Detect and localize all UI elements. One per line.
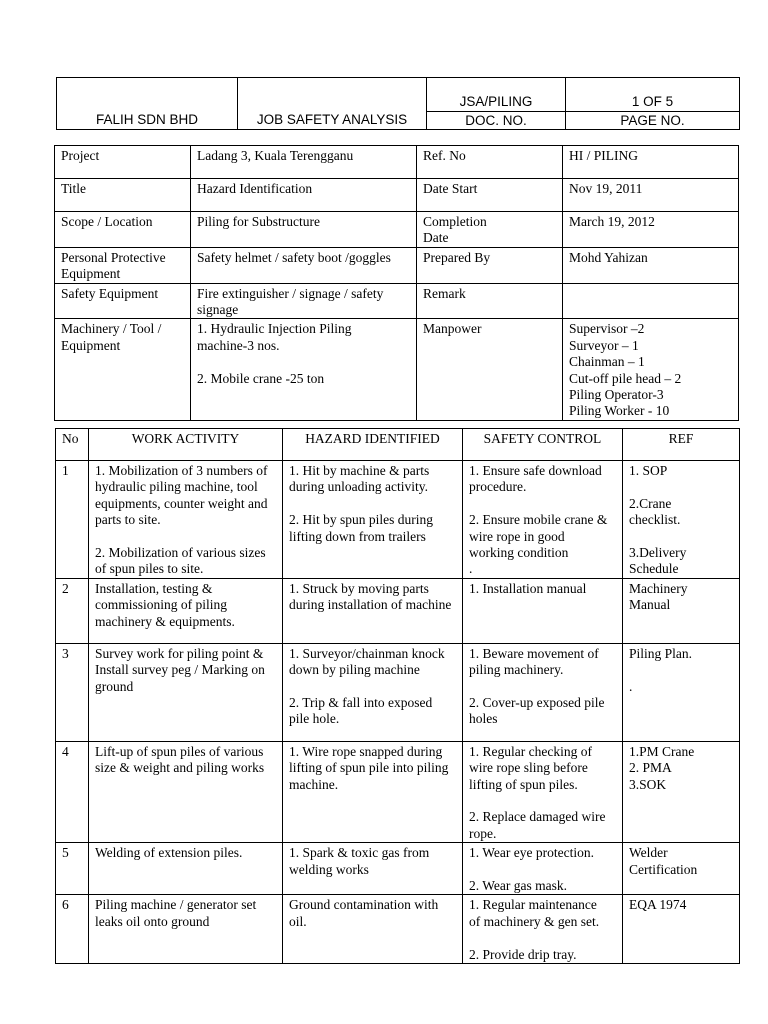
text-line: Piling Worker - 10 — [569, 403, 670, 419]
text-line: signage — [197, 302, 239, 318]
text-line: 1. Wire rope snapped during — [289, 743, 443, 759]
col-header-work-activity: WORK ACTIVITY — [89, 429, 283, 461]
scope-value — [191, 212, 417, 248]
text-line: 3.Delivery — [629, 545, 687, 560]
machinery-value — [191, 319, 417, 420]
safety-control-cell — [463, 741, 623, 842]
text-line: Hazard Identification — [197, 181, 313, 196]
col-header-ref: REF — [623, 429, 740, 461]
text-line: 1. Surveyor/chainman knock — [289, 645, 445, 661]
safety-control-cell — [463, 895, 623, 964]
title-label: Title — [55, 179, 191, 212]
text-line: wire rope in good — [469, 528, 565, 544]
text-line: . — [629, 678, 633, 694]
info-row-project — [55, 146, 739, 179]
text-line: Date Start — [423, 181, 478, 196]
text-line: piling machinery. — [469, 662, 564, 678]
text-line: Welding of extension piles. — [95, 845, 243, 861]
doc-no-label: DOC. NO. — [427, 112, 566, 130]
hazard-cell — [283, 741, 463, 842]
text-line: hydraulic piling machine, tool — [95, 479, 258, 495]
safety-control-cell — [463, 578, 623, 643]
text-line: 1.PM Crane — [629, 743, 695, 759]
text-line: 3.SOK — [629, 776, 667, 792]
text-line: Personal Protective — [61, 249, 166, 265]
hazard-cell — [283, 461, 463, 579]
text-line: Lift-up of spun piles of various — [95, 743, 264, 759]
text-line: Manual — [629, 597, 671, 613]
text-line: Cut-off pile head – 2 — [569, 370, 682, 386]
text-line: commissioning of piling — [95, 597, 228, 613]
work-activity-cell — [89, 741, 283, 842]
company-name: FALIH SDN BHD — [57, 78, 238, 130]
text-line: 1. Hit by machine & parts — [289, 463, 430, 478]
text-line: during unloading activity. — [289, 479, 428, 495]
work-activity-cell — [89, 461, 283, 579]
text-line: Survey work for piling point & — [95, 645, 264, 661]
row-number: 5 — [56, 843, 89, 895]
date-start-label — [417, 179, 563, 212]
info-row-title — [55, 179, 739, 212]
document-header-table — [56, 77, 740, 130]
project-label: Project — [55, 146, 191, 179]
text-line: lifting of spun pile into piling — [289, 760, 449, 776]
ref-cell — [623, 578, 740, 643]
text-line: lifting of spun piles. — [469, 776, 578, 792]
safety-equipment-value — [191, 283, 417, 319]
text-line: wire rope sling before — [469, 760, 588, 776]
remark-value — [563, 283, 739, 319]
hazard-cell — [283, 578, 463, 643]
ref-cell — [623, 741, 740, 842]
text-line: procedure. — [469, 479, 527, 495]
info-row-machinery — [55, 319, 739, 420]
text-line: Date — [423, 230, 449, 246]
text-line: 2. Cover-up exposed pile — [469, 695, 605, 711]
text-line: Piling Operator-3 — [569, 387, 664, 403]
text-line: working condition — [469, 545, 569, 561]
text-line: 1. Wear eye protection. — [469, 845, 594, 861]
text-line: machine-3 nos. — [197, 337, 280, 353]
text-line: Piling for Substructure — [197, 214, 320, 229]
text-line: 2. Trip & fall into exposed — [289, 695, 433, 711]
activity-table-header — [56, 429, 740, 461]
document-title: JOB SAFETY ANALYSIS — [238, 78, 427, 130]
text-line: rope. — [469, 825, 497, 841]
text-line: of spun piles to site. — [95, 561, 204, 577]
text-line: down by piling machine — [289, 662, 420, 678]
activity-row — [56, 843, 740, 895]
ppe-label — [55, 247, 191, 283]
activity-row — [56, 741, 740, 842]
ref-no-label — [417, 146, 563, 179]
text-line: 2. Replace damaged wire — [469, 809, 606, 825]
text-line: during installation of machine — [289, 597, 452, 613]
text-line: machinery & equipments. — [95, 613, 235, 629]
text-line: Equipment — [61, 266, 121, 282]
text-line: 2. Hit by spun piles during — [289, 512, 433, 528]
project-value — [191, 146, 417, 179]
text-line: machine. — [289, 776, 339, 792]
text-line: ground — [95, 678, 134, 694]
safety-control-cell — [463, 461, 623, 579]
text-line: Installation, testing & — [95, 580, 213, 596]
text-line: 1. SOP — [629, 463, 668, 478]
manpower-value — [563, 319, 739, 420]
scope-label: Scope / Location — [55, 212, 191, 248]
text-line: lifting down from trailers — [289, 528, 426, 544]
ref-cell — [623, 843, 740, 895]
text-line: 1. Ensure safe download — [469, 463, 602, 478]
prepared-by-label — [417, 247, 563, 283]
text-line: Chainman – 1 — [569, 354, 645, 370]
ref-cell — [623, 461, 740, 579]
text-line: Certification — [629, 861, 698, 877]
work-activity-cell — [89, 895, 283, 964]
activity-row — [56, 895, 740, 964]
text-line: 2.Crane — [629, 495, 672, 511]
text-line: Machinery — [629, 580, 688, 596]
text-line: Nov 19, 2011 — [569, 181, 643, 196]
col-header-hazard: HAZARD IDENTIFIED — [283, 429, 463, 461]
text-line: 2. Ensure mobile crane & — [469, 512, 608, 528]
activity-row — [56, 578, 740, 643]
text-line: equipments, counter weight and — [95, 495, 268, 511]
text-line: welding works — [289, 861, 369, 877]
text-line: 1. Regular checking of — [469, 743, 592, 759]
hazard-cell — [283, 643, 463, 741]
page-no-label: PAGE NO. — [566, 112, 740, 130]
row-number: 3 — [56, 643, 89, 741]
text-line: . — [469, 561, 473, 577]
text-line: Install survey peg / Marking on — [95, 662, 265, 678]
completion-date-value — [563, 212, 739, 248]
machinery-label — [55, 319, 191, 420]
text-line: Schedule — [629, 561, 679, 577]
doc-no-value: JSA/PILING — [427, 78, 566, 112]
info-row-ppe — [55, 247, 739, 283]
activity-row — [56, 643, 740, 741]
text-line: checklist. — [629, 512, 681, 528]
text-line: of machinery & gen set. — [469, 913, 600, 929]
prepared-by-value — [563, 247, 739, 283]
text-line: Remark — [423, 285, 466, 301]
text-line: holes — [469, 711, 498, 727]
work-activity-cell — [89, 643, 283, 741]
row-number: 4 — [56, 741, 89, 842]
col-header-no: No — [56, 429, 89, 461]
ref-no-value — [563, 146, 739, 179]
text-line: Equipment — [61, 337, 121, 353]
manpower-label — [417, 319, 563, 420]
row-number: 6 — [56, 895, 89, 964]
text-line: oil. — [289, 913, 307, 929]
text-line: Ground contamination with — [289, 897, 439, 913]
text-line: 1. Installation manual — [469, 580, 587, 596]
text-line: 2. Mobile crane -25 ton — [197, 370, 325, 386]
text-line: Safety Equipment — [61, 285, 159, 301]
text-line: pile hole. — [289, 711, 340, 727]
ref-cell — [623, 895, 740, 964]
text-line: Manpower — [423, 321, 482, 337]
text-line: March 19, 2012 — [569, 214, 655, 229]
ref-cell — [623, 643, 740, 741]
safety-control-cell — [463, 843, 623, 895]
text-line: Supervisor –2 — [569, 321, 645, 337]
text-line: 1. Spark & toxic gas from — [289, 845, 430, 861]
text-line: size & weight and piling works — [95, 760, 265, 776]
work-activity-cell — [89, 843, 283, 895]
title-value — [191, 179, 417, 212]
info-row-safety-equipment — [55, 283, 739, 319]
work-activity-table — [55, 428, 740, 964]
text-line: Ladang 3, Kuala Terengganu — [197, 148, 354, 163]
text-line: 1. Struck by moving parts — [289, 580, 429, 596]
text-line: Ref. No — [423, 148, 466, 163]
remark-label — [417, 283, 563, 319]
text-line: 1. Beware movement of — [469, 645, 599, 661]
completion-date-label — [417, 212, 563, 248]
text-line: 1. Regular maintenance — [469, 897, 597, 913]
text-line: HI / PILING — [569, 148, 638, 163]
col-header-safety-control: SAFETY CONTROL — [463, 429, 623, 461]
text-line: leaks oil onto ground — [95, 913, 210, 929]
info-row-scope — [55, 212, 739, 248]
safety-equipment-label — [55, 283, 191, 319]
text-line: Completion — [423, 214, 487, 229]
text-line: parts to site. — [95, 512, 161, 528]
text-line: 2. Mobilization of various sizes — [95, 545, 266, 561]
hazard-cell — [283, 843, 463, 895]
text-line: Machinery / Tool / — [61, 321, 162, 337]
hazard-cell — [283, 895, 463, 964]
text-line: Safety helmet / safety boot /goggles — [197, 249, 391, 265]
text-line: Mohd Yahizan — [569, 249, 648, 265]
ppe-value — [191, 247, 417, 283]
text-line: Fire extinguisher / signage / safety — [197, 285, 384, 301]
activity-row — [56, 461, 740, 579]
text-line: 1. Mobilization of 3 numbers of — [95, 463, 268, 478]
page-no-value: 1 OF 5 — [566, 78, 740, 112]
text-line: Piling Plan. — [629, 645, 693, 661]
text-line: Prepared By — [423, 249, 491, 265]
text-line: Surveyor – 1 — [569, 337, 639, 353]
text-line: 2. Provide drip tray. — [469, 946, 577, 962]
project-info-table — [54, 145, 739, 421]
row-number: 2 — [56, 578, 89, 643]
text-line: Piling machine / generator set — [95, 897, 257, 913]
safety-control-cell — [463, 643, 623, 741]
text-line: 2. PMA — [629, 760, 672, 776]
work-activity-cell — [89, 578, 283, 643]
row-number: 1 — [56, 461, 89, 579]
text-line: 2. Wear gas mask. — [469, 878, 568, 894]
text-line: Welder — [629, 845, 668, 861]
date-start-value — [563, 179, 739, 212]
text-line: EQA 1974 — [629, 897, 687, 913]
text-line: 1. Hydraulic Injection Piling — [197, 321, 352, 337]
